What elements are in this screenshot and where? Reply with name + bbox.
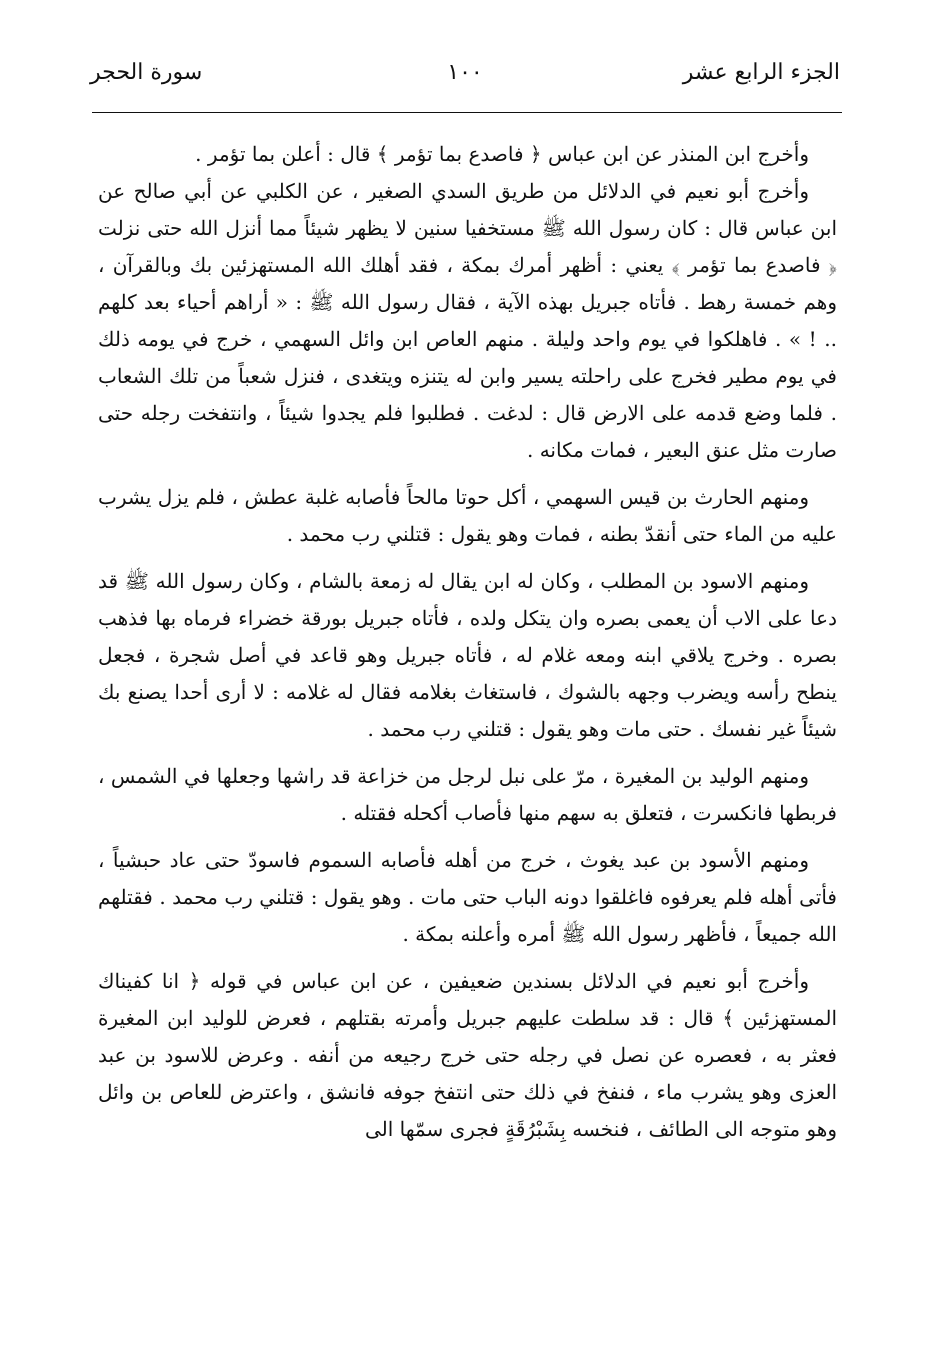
paragraph: وأخرج أبو نعيم في الدلائل من طريق السدي الصغير ، عن الكلبي عن أبي صالح عن ابن عباس قال : كان رسول الله ﷺ مستخفيا سنين لا يظهر شيئاً مما أنزل الله حتى نزلت ﴿ فاصدع بما تؤمر ﴾ يعني : أظهر أمرك بمكة ، فقد أهلك الله المستهزئين بك وبالقرآن ، وهم خمسة رهط . فأتاه جبريل بهذه الآية ، فقال رسول الله ﷺ : « أراهم أحياء بعد كلهم .. ! » . فاهلكوا في يوم واحد وليلة . منهم العاص ابن وائل السهمي ، خرج في يومه ذلك في يوم مطير فخرج على راحلته يسير وابن له يتنزه ويتغدى ، فنزل شعباً من تلك الشعاب . فلما وضع قدمه على الارض قال : لدغت . فطلبوا فلم يجدوا شيئاً ، وانتفخت رجله حتى صارت مثل عنق البعير ، فمات مكانه .	[98, 179, 837, 462]
paragraph: ومنهم الاسود بن المطلب ، وكان له ابن يقال له زمعة بالشام ، وكان رسول الله ﷺ قد دعا على الاب أن يعمى بصره وان يتكل ولده ، فأتاه جبريل بورقة خضراء فرماه بها فذهب بصره . وخرج يلاقي ابنه ومعه غلام له ، فأتاه جبريل وهو قاعد في أصل شجرة ، فجعل ينطح رأسه ويضرب وجهه بالشوك ، فاستغاث بغلامه فقال له غلامه : لا أرى أحدا يصنع بك شيئاً غير نفسك . حتى مات وهو يقول : قتلني رب محمد .	[98, 569, 837, 741]
paragraph: ومنهم الأسود بن عبد يغوث ، خرج من أهله فأصابه السموم فاسودّ حتى عاد حبشياً ، فأتى أهله فلم يعرفوه فاغلقوا دونه الباب حتى مات . وهو يقول : قتلني رب محمد . فقتلهم الله جميعاً ، فأظهر رسول الله ﷺ أمره وأعلنه بمكة .	[98, 848, 837, 946]
paragraph: ومنهم الحارث بن قيس السهمي ، أكل حوتا مالحاً فأصابه غلبة عطش ، فلم يزل يشرب عليه من الماء حتى أنقدّ بطنه ، فمات وهو يقول : قتلني رب محمد .	[98, 485, 837, 546]
header-divider	[92, 112, 842, 113]
running-head-part: الجزء الرابع عشر	[682, 60, 840, 85]
paragraph: ومنهم الوليد بن المغيرة ، مرّ على نبل لرجل من خزاعة قد راشها وجعلها في الشمس ، فربطها فانكسرت ، فتعلق به سهم منها فأصاب أكحله فقتله .	[98, 764, 837, 825]
paragraph: وأخرج أبو نعيم في الدلائل بسندين ضعيفين ، عن ابن عباس في قوله ﴿ انا كفيناك المستهزئين ﴾ قال : قد سلطت عليهم جبريل وأمرته بقتلهم ، فعرض للوليد ابن المغيرة فعثر به ، فعصره عن نصل في رجله حتى خرج رجيعه من أنفه . وعرض للاسود بن عبد العزى وهو يشرب ماء ، فنفخ في ذلك حتى انتفخ جوفه فانشق ، واعترض للعاص بن وائل وهو متوجه الى الطائف ، فنخسه بِشَبْرُقَةٍ فجرى سمّها الى	[98, 969, 837, 1141]
running-head-surah: سورة الحجر	[90, 60, 203, 85]
main-text	[98, 136, 837, 1148]
paragraph: وأخرج ابن المنذر عن ابن عباس ﴿ فاصدع بما تؤمر ﴾ قال : أعلن بما تؤمر .	[195, 142, 809, 166]
page-number: ١٠٠	[447, 60, 483, 85]
page-header	[90, 56, 840, 96]
